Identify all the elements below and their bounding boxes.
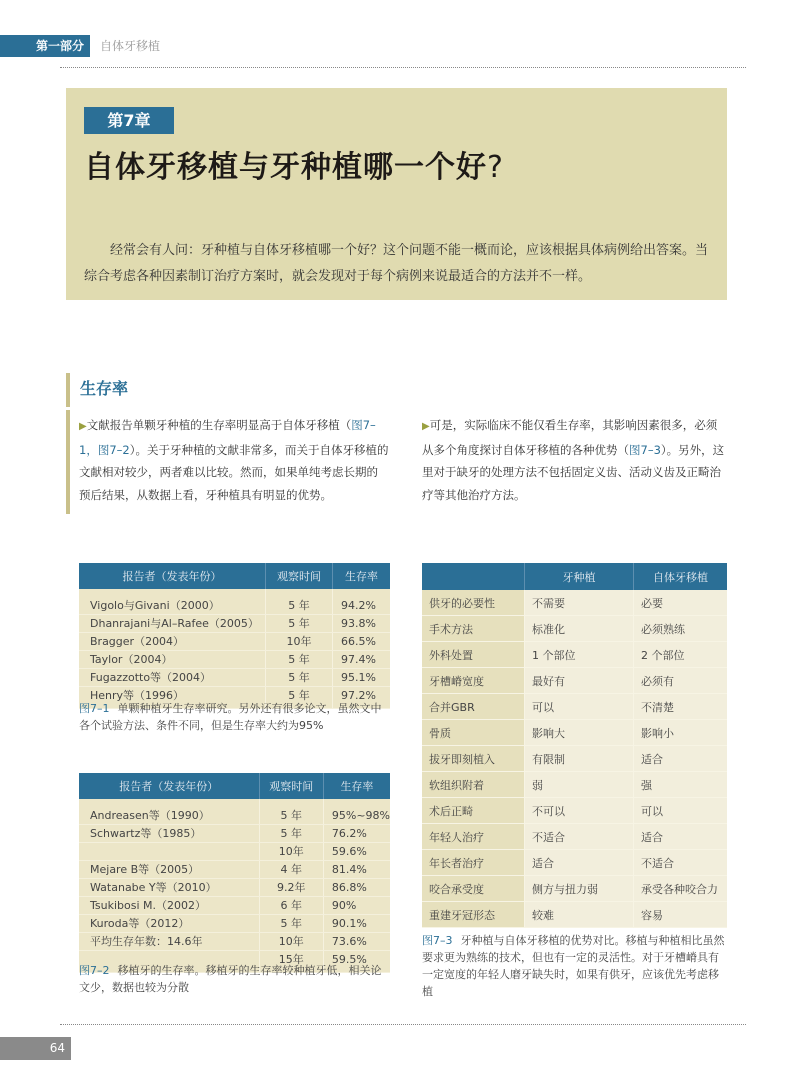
- chapter-tag: 第7章: [84, 107, 174, 134]
- section-title: 生存率: [80, 379, 129, 398]
- row-label: 合并GBR: [422, 694, 525, 720]
- comparison-table: [422, 563, 727, 928]
- triangle-bullet-icon: ▶: [422, 421, 430, 432]
- table-cell: 76.2%: [323, 825, 390, 843]
- table-cell: 5 年: [266, 615, 333, 633]
- table-cell: 最好有: [525, 668, 634, 694]
- question-mark: ?: [487, 150, 504, 185]
- caption-text: 单颗种植牙生存率研究。另外还有很多论文，虽然文中各个试验方法、条件不同，但是生存率大约为95%: [79, 702, 382, 732]
- table-cell: Kuroda等（2012）: [79, 915, 259, 933]
- chapter-intro: 经常会有人问：牙种植与自体牙移植哪一个好？这个问题不能一概而论，应该根据具体病例给出答案。当综合考虑各种因素制订治疗方案时，就会发现对于每个病例来说最适合的方法并不一样。: [84, 243, 709, 284]
- table-cell: 可以: [525, 694, 634, 720]
- table-cell: 侧方与扭力弱: [525, 876, 634, 902]
- table-cell: 5 年: [259, 915, 323, 933]
- table-header-row: [79, 563, 390, 589]
- figure-reference-link[interactable]: 图7–1，图7–2: [79, 418, 376, 457]
- table-cell: 较难: [525, 902, 634, 928]
- transplant-survival-table: [79, 773, 390, 973]
- part-name: 自体牙移植: [100, 39, 161, 53]
- page-number: 64: [0, 1037, 71, 1060]
- table-cell: 5 年: [266, 687, 333, 709]
- column-header: 报告者（发表年份）: [79, 563, 266, 589]
- header-divider: [60, 67, 746, 68]
- figure-caption-7-1: [79, 700, 391, 734]
- table-cell: 影响小: [634, 720, 728, 746]
- row-label: 术后正畸: [422, 798, 525, 824]
- figure-label: 图7–3: [422, 934, 453, 947]
- table-cell: 10年: [259, 843, 323, 861]
- footer-divider: [60, 1024, 746, 1025]
- chapter-title-text: 自体牙移植与牙种植哪一个好: [84, 150, 487, 185]
- column-header: 报告者（发表年份）: [79, 773, 259, 799]
- table-cell: 97.2%: [333, 687, 391, 709]
- table-row: [79, 651, 390, 669]
- table-cell: 59.5%: [323, 951, 390, 973]
- table-row: [422, 850, 727, 876]
- paragraph-text: ）。关于牙种植的文献非常多，而关于自体牙移植的文献相对较少，两者难以比较。然而，如果单纯考虑长期的预后结果，从数据上看，牙种植具有明显的优势。: [79, 442, 389, 502]
- table-cell: 不适合: [525, 824, 634, 850]
- table-cell: 6 年: [259, 897, 323, 915]
- table-row: [422, 694, 727, 720]
- table-cell: Watanabe Y等（2010）: [79, 879, 259, 897]
- table-cell: 不适合: [634, 850, 728, 876]
- table-cell: 容易: [634, 902, 728, 928]
- implant-survival-table: [79, 563, 390, 709]
- table-cell: 10年: [259, 933, 323, 951]
- table-cell: Schwartz等（1985）: [79, 825, 259, 843]
- table-cell: 2 个部位: [634, 642, 728, 668]
- table-cell: 1 个部位: [525, 642, 634, 668]
- table-cell: Dhanrajani与Al–Rafee（2005）: [79, 615, 266, 633]
- right-paragraph: [422, 414, 728, 506]
- table-cell: 适合: [525, 850, 634, 876]
- table-row: [79, 879, 390, 897]
- paragraph-accent-bar: [66, 410, 70, 514]
- table-cell: 适合: [634, 824, 728, 850]
- row-label: 手术方法: [422, 616, 525, 642]
- table-cell: Mejare B等（2005）: [79, 861, 259, 879]
- table-cell: 不需要: [525, 590, 634, 616]
- table-cell: 标准化: [525, 616, 634, 642]
- table-cell: Taylor（2004）: [79, 651, 266, 669]
- row-label: 软组织附着: [422, 772, 525, 798]
- column-header: 观察时间: [259, 773, 323, 799]
- table-cell: 适合: [634, 746, 728, 772]
- row-label: 咬合承受度: [422, 876, 525, 902]
- table-row: [422, 798, 727, 824]
- table-cell: 5 年: [259, 825, 323, 843]
- table-cell: 承受各种咬合力: [634, 876, 728, 902]
- column-header: 自体牙移植: [634, 563, 728, 590]
- row-label: 年长者治疗: [422, 850, 525, 876]
- table-row: [422, 720, 727, 746]
- column-header: 生存率: [333, 563, 391, 589]
- paragraph-text: 文献报告单颗牙种植的生存率明显高于自体牙移植（: [86, 418, 352, 432]
- table-cell: 66.5%: [333, 633, 391, 651]
- table-cell: 94.2%: [333, 589, 391, 615]
- figure-label: 图7–1: [79, 702, 110, 715]
- row-label: 牙槽嵴宽度: [422, 668, 525, 694]
- table-cell: 73.6%: [323, 933, 390, 951]
- table-row: [422, 642, 727, 668]
- table-row: [79, 843, 390, 861]
- table-cell: 95%~98%: [323, 799, 390, 825]
- paragraph-text: ）。另外，这里对于缺牙的处理方法不包括固定义齿、活动义齿及正畸治疗等其他治疗方法。: [422, 442, 725, 502]
- table-row: [79, 799, 390, 825]
- paragraph-text: 可是，实际临床不能仅看生存率，其影响因素很多，必须从多个角度探讨自体牙移植的各种优势（: [422, 418, 718, 457]
- table-cell: 86.8%: [323, 879, 390, 897]
- column-header: 生存率: [323, 773, 390, 799]
- table-row: [422, 902, 727, 928]
- table-cell: 平均生存年数：14.6年: [79, 933, 259, 951]
- row-label: 外科处置: [422, 642, 525, 668]
- table-cell: [79, 843, 259, 861]
- table-row: [79, 615, 390, 633]
- table-cell: 不可以: [525, 798, 634, 824]
- table-cell: 可以: [634, 798, 728, 824]
- table-cell: 弱: [525, 772, 634, 798]
- table-cell: Andreasen等（1990）: [79, 799, 259, 825]
- table-cell: Henry等（1996）: [79, 687, 266, 709]
- table-cell: 81.4%: [323, 861, 390, 879]
- row-label: 供牙的必要性: [422, 590, 525, 616]
- figure-reference-link[interactable]: 图7–3: [629, 442, 661, 457]
- table-row: [79, 861, 390, 879]
- table-cell: 有限制: [525, 746, 634, 772]
- table-row: [79, 915, 390, 933]
- table-row: [79, 633, 390, 651]
- left-paragraph: [79, 414, 389, 506]
- table-cell: 5 年: [266, 651, 333, 669]
- table-cell: 强: [634, 772, 728, 798]
- table-row: [422, 824, 727, 850]
- table-header-row: [422, 563, 727, 590]
- part-label: 第一部分: [0, 35, 90, 57]
- table-cell: Fugazzotto等（2004）: [79, 669, 266, 687]
- table-cell: 93.8%: [333, 615, 391, 633]
- table-cell: 90.1%: [323, 915, 390, 933]
- table-cell: 5 年: [266, 589, 333, 615]
- table-cell: 5 年: [266, 669, 333, 687]
- table-row: [422, 668, 727, 694]
- table-cell: 10年: [266, 633, 333, 651]
- table-cell: 必要: [634, 590, 728, 616]
- table-cell: 5 年: [259, 799, 323, 825]
- table-cell: 必须熟练: [634, 616, 728, 642]
- table-cell: 15年: [259, 951, 323, 973]
- section-accent-bar: [66, 373, 70, 407]
- table-cell: Tsukibosi M.（2002）: [79, 897, 259, 915]
- row-label: 年轻人治疗: [422, 824, 525, 850]
- table-cell: 90%: [323, 897, 390, 915]
- table-cell: 必须有: [634, 668, 728, 694]
- row-label: 骨质: [422, 720, 525, 746]
- table-cell: 59.6%: [323, 843, 390, 861]
- column-header: 牙种植: [525, 563, 634, 590]
- table-cell: Vigolo与Givani（2000）: [79, 589, 266, 615]
- table-row: [422, 746, 727, 772]
- table-cell: Bragger（2004）: [79, 633, 266, 651]
- table-header-row: [79, 773, 390, 799]
- caption-text: 移植牙的生存率。移植牙的生存率较种植牙低，相关论文少，数据也较为分散: [79, 964, 382, 994]
- table-row: [422, 616, 727, 642]
- table-row: [79, 933, 390, 951]
- table-row: [422, 772, 727, 798]
- row-label: 拔牙即刻植入: [422, 746, 525, 772]
- table-cell: 9.2年: [259, 879, 323, 897]
- table-cell: 97.4%: [333, 651, 391, 669]
- figure-caption-7-2: [79, 962, 391, 996]
- column-header: 观察时间: [266, 563, 333, 589]
- table-row: [422, 876, 727, 902]
- figure-caption-7-3: [422, 932, 728, 1000]
- chapter-title: [84, 146, 504, 190]
- figure-label: 图7–2: [79, 964, 110, 977]
- table-cell: 影响大: [525, 720, 634, 746]
- row-label: 重建牙冠形态: [422, 902, 525, 928]
- table-cell: 4 年: [259, 861, 323, 879]
- table-row: [79, 589, 390, 615]
- triangle-bullet-icon: ▶: [79, 421, 87, 432]
- table-row: [422, 590, 727, 616]
- table-row: [79, 825, 390, 843]
- caption-text: 牙种植与自体牙移植的优势对比。移植与种植相比虽然要求更为熟练的技术，但也有一定的灵活性。对于牙槽嵴具有一定宽度的年轻人磨牙缺失时，如果有供牙，应该优先考虑移植: [422, 934, 725, 998]
- table-cell: 95.1%: [333, 669, 391, 687]
- table-cell: 不清楚: [634, 694, 728, 720]
- table-row: [79, 897, 390, 915]
- column-header: [422, 563, 525, 590]
- table-row: [79, 669, 390, 687]
